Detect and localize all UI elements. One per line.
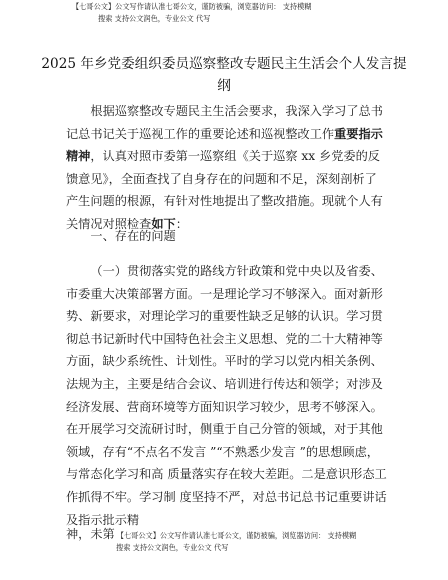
watermark-notice-top [72,1,311,25]
problems-paragraph-text: （一）贯彻落实党的路线方针政策和党中央以及省委、市委重大决策部署方面。一是理论学习不够深入。面对新形势、新要求，对理论学习的重要性缺乏足够的认识。学习贯彻总书记新时代中国特色社会主义思想、党的二十大精神等方面，缺少系统性、计划性。平时的学习以党内相关条例、法规为主，主要是结合会议、培训进行传达和领学；对涉及经济发展、营商环境等方面知识学习较少，思考不够深入。在开展学习交流研讨时，侧重于自己分管的领域，对于其他领域，存有“不点名不发言 ”“不熟悉少发言 ”的思想顾虑，与常态化学习和高 质量落实存在较大差距。二是意识形态工作抓得不牢。学习制 度坚持不严，对总书记总书记重要讲话及指示批示精 [66,264,387,527]
intro-bold-2: 如下 [151,216,176,231]
intro-paragraph [66,100,388,236]
watermark-notice-bottom-line1: 【七哥公文】公文写作请认准七哥公文，谨防被骗，浏览器访问： 支持模糊 [116,531,357,540]
intro-text-b: ，认真对照市委第一巡察组《关于巡察 xx 乡党委的反馈意见》，全面查找了自身存在的问题和不足，深刻剖析了产生问题的根源，有针对性地提出了整改措施。现就个人有关情况对照检查 [66,149,383,231]
watermark-notice-bottom [66,527,357,554]
watermark-notice-bottom-line2: 搜索 支持公文润色，专业公文 代写 [116,543,229,552]
intro-text-a: 根据巡察整改专题民主生活会要求，我深入学习了总书记总书记关于巡视工作的重要论述和巡视整改工作 [66,104,383,141]
section-heading-text: 一、存在的问题 [90,229,176,243]
document-title: 2025 年乡党委组织委员巡察整改专题民主生活会个人发言提纲 [41,56,407,94]
watermark-notice-line2: 搜索 支持公文润色，专业公文 代写 [98,14,211,23]
intro-bold-1: 重要指示精神 [66,126,383,164]
section-heading [66,225,388,248]
problems-paragraph [66,260,388,531]
watermark-notice-line1: 【七哥公文】公文写作请认准七哥公文，谨防被骗，浏览器访问： 支持模糊 [72,2,312,11]
continued-text: 神，未第 [66,527,115,541]
intro-text-c: ： [175,216,188,231]
